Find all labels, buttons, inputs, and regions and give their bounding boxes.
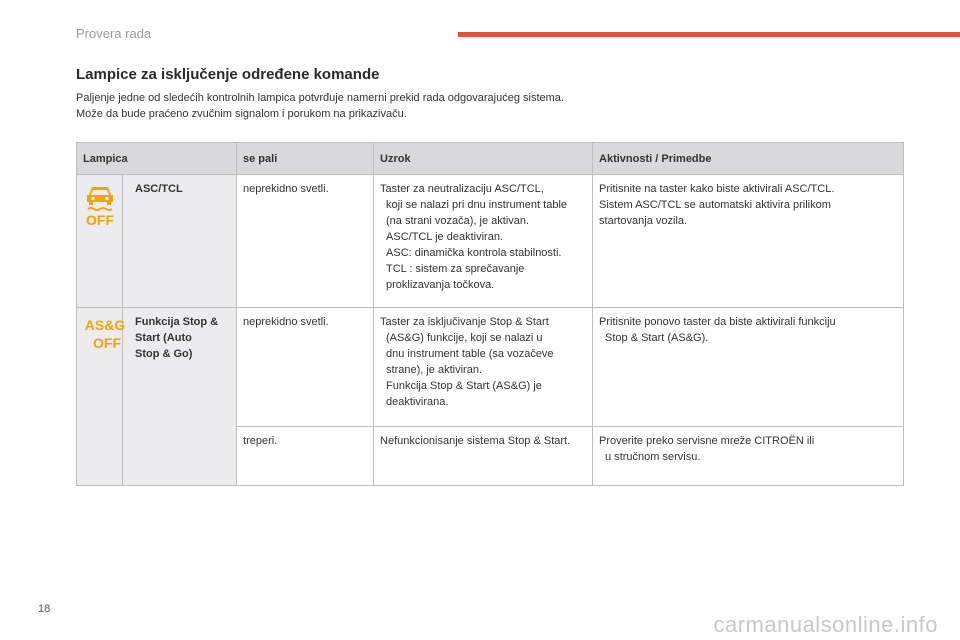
watermark: carmanualsonline.info bbox=[713, 612, 938, 637]
lamp-action bbox=[593, 175, 904, 308]
lamp-state: neprekidno svetli. bbox=[237, 308, 374, 427]
lamp-name-line: Funkcija Stop & bbox=[135, 316, 219, 328]
page-number: 18 bbox=[38, 603, 51, 615]
page-title: Lampice za isključenje određene komande bbox=[76, 66, 380, 83]
warning-lamps-table bbox=[76, 142, 904, 486]
lamp-cause bbox=[374, 175, 593, 308]
header-section-title: Provera rada bbox=[76, 26, 152, 41]
lamp-name bbox=[123, 175, 237, 308]
action-line: Proverite preko servisne mreže CITROËN ili bbox=[599, 435, 815, 447]
intro-line: Paljenje jedne od sledećih kontrolnih lampica potvrđuje namerni prekid rada odgovarajućeg sistema. bbox=[76, 92, 564, 104]
header-uzrok: Uzrok bbox=[374, 143, 593, 175]
lamp-icon-cell bbox=[77, 175, 123, 308]
table-row bbox=[77, 308, 904, 427]
lamp-action bbox=[593, 308, 904, 427]
cause-line: Taster za isključivanje Stop & Start bbox=[380, 316, 549, 328]
asg-icon-text-top: AS&G bbox=[84, 317, 126, 333]
cause-line: proklizavanja točkova. bbox=[386, 279, 495, 291]
asc-tcl-off-icon bbox=[83, 181, 117, 232]
asc-icon-text: OFF bbox=[86, 212, 114, 227]
lamp-icon-cell bbox=[77, 308, 126, 486]
intro-text bbox=[76, 90, 564, 122]
header-se-pali: se pali bbox=[237, 143, 374, 175]
lamp-state: neprekidno svetli. bbox=[237, 175, 374, 308]
cause-line: Funkcija Stop & Start (AS&G) je bbox=[386, 380, 542, 392]
action-line: startovanja vozila. bbox=[599, 215, 688, 227]
cause-line: strane), je aktiviran. bbox=[386, 364, 482, 376]
table-row bbox=[77, 175, 904, 308]
intro-line: Može da bude praćeno zvučnim signalom i porukom na prikazivaču. bbox=[76, 108, 407, 120]
cause-line: (AS&G) funkcije, koji se nalazi u bbox=[386, 332, 543, 344]
cause-line: (na strani vozača), je aktivan. bbox=[386, 215, 530, 227]
action-line: u stručnom servisu. bbox=[605, 451, 701, 463]
lamp-action bbox=[593, 427, 904, 486]
lamp-name-line: Start (Auto bbox=[135, 332, 192, 344]
cause-line: dnu instrument table (sa vozačeve bbox=[386, 348, 554, 360]
cause-line: TCL : sistem za sprečavanje bbox=[386, 263, 525, 275]
action-line: Pritisnite na taster kako biste aktivirali ASC/TCL. bbox=[599, 183, 835, 195]
action-line: Stop & Start (AS&G). bbox=[605, 332, 709, 344]
action-line: Sistem ASC/TCL se automatski aktivira prilikom bbox=[599, 199, 831, 211]
action-line: Pritisnite ponovo taster da biste aktivirali funkciju bbox=[599, 316, 836, 328]
cause-line: ASC: dinamička kontrola stabilnosti. bbox=[386, 247, 562, 259]
asg-icon-text-bottom: OFF bbox=[93, 335, 121, 351]
header-accent-bar bbox=[458, 32, 960, 37]
lamp-cause bbox=[374, 308, 593, 427]
cause-line: deaktivirana. bbox=[386, 396, 449, 408]
lamp-name-line: Stop & Go) bbox=[135, 348, 193, 360]
header-aktivnosti: Aktivnosti / Primedbe bbox=[593, 143, 904, 175]
cause-line: Nefunkcionisanje sistema Stop & Start. bbox=[380, 435, 571, 447]
lamp-state: treperi. bbox=[237, 427, 374, 486]
lamp-cause bbox=[374, 427, 593, 486]
lamp-name bbox=[123, 308, 237, 486]
cause-line: Taster za neutralizaciju ASC/TCL, bbox=[380, 183, 544, 195]
stop-start-off-icon bbox=[83, 314, 127, 359]
table-header-row bbox=[77, 143, 904, 175]
cause-line: koji se nalazi pri dnu instrument table bbox=[386, 199, 567, 211]
header-lampica: Lampica bbox=[77, 143, 237, 175]
lamp-name-text: ASC/TCL bbox=[135, 183, 183, 195]
cause-line: ASC/TCL je deaktiviran. bbox=[386, 231, 503, 243]
